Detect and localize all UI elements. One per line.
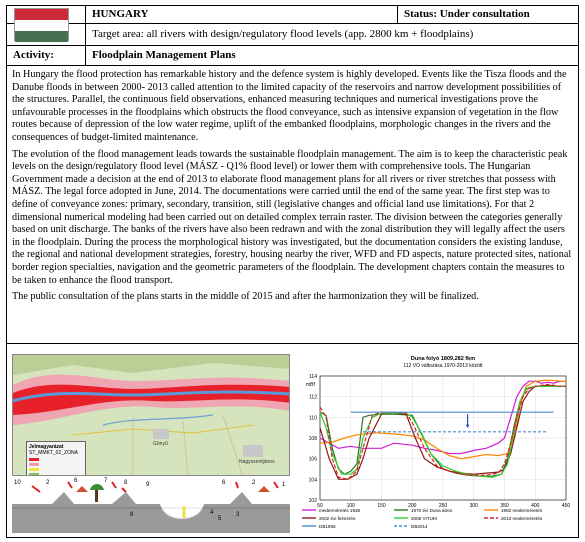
paragraph: The evolution of the flood management leads towards the sustainable floodplain management. The aim is to keep the characteristic peak levels on the design/regulatory flood level (MÁSZ - Q1% flood level) or lower them with comprehensive tools. The Hungarian Government made a decision at the end of 2013 to elaborate flood management plans for all rivers or river stretches that possess with MÁSZ. The legal force adopted in June, 2014. The documentations were carried until the end of the same year. The first step was to define of conveyance zones: primary, secondary, transition, still (legislative changes and official land use limitations). For that 2 dimensional numerical modeling had been carried out on detailed complex terrain raster. The division between the categories generally based on unit discharge. The banks of the rivers have also been redrawn and with the zonal distribution they will legally affect the users in the floodplain. During the process the morphological history was investigated, but the documentation considers the existing landuse, the regional and national development strategies, forestry, housing nearby the river, WFD and FD aspects, nature protected sites, national border region specialties, navigation and the geometric parameters of the floodplain. The development chapters contain the measures to be taken to enhance the flood transport. [12, 148, 572, 286]
legend-item [29, 468, 83, 471]
country-cell [86, 6, 398, 23]
description-text [7, 66, 578, 344]
x-tick-label: 200 [408, 503, 417, 509]
paragraph: In Hungary the flood protection has remarkable history and the defence system is highly developed. Events like the Tisza floods and the Danube floods in between 2000- 2013 called attention to the limited capacity of the reservoirs and narrow development possibilities of the structures. Parallel, the continuous field observations, enhanced measuring techniques and numerical investigations prove the unfavourable processes in the floodplains which obstructs the flood conveyance, such as intensive expansion of vegetation in the flow routes because of depression of the low water regime, uplift of the embanked floodplains, morphologic changes in the rivers and the consequences of budget-limited maintenance. [12, 69, 567, 143]
xsec-label: 6 [74, 478, 78, 484]
xsec-label: 10 [14, 480, 21, 486]
x-tick-label: 400 [531, 503, 540, 509]
map-place-label: Gönyű [153, 441, 168, 447]
xsec-label: 7 [104, 478, 108, 484]
xsec-label: 4 [210, 510, 214, 516]
status-text: Status: Under consultation [404, 8, 530, 20]
xsec-label: 9 [146, 482, 150, 488]
legend-label: 1970 évi Duna átrez. [411, 508, 454, 513]
header-row-country [7, 6, 578, 24]
x-tick-label: 300 [469, 503, 478, 509]
y-tick-label: 104 [308, 477, 317, 484]
cross-section-diagram [12, 478, 290, 533]
legend-swatch [29, 468, 39, 471]
cross-section-chart [298, 352, 574, 534]
y-tick-label: 110 [309, 415, 317, 422]
xsec-label: 5 [218, 516, 222, 522]
legend-label: 2006 VITUKI [411, 516, 438, 521]
legend-swatch [29, 463, 39, 466]
legend-label: mederméretés 1938 [319, 508, 361, 513]
country-name: HUNGARY [92, 8, 149, 20]
x-tick-label: 250 [438, 503, 448, 509]
header-row-activity [7, 46, 578, 66]
header-row-target [7, 24, 578, 46]
hungary-flag-icon [14, 8, 69, 41]
y-tick-label: 108 [308, 436, 317, 442]
flag-stripe-green [15, 31, 68, 42]
zoning-map [12, 354, 290, 476]
legend-swatch [29, 458, 39, 461]
activity-label-cell [7, 46, 86, 65]
y-tick-label: 114 [309, 374, 317, 380]
xsec-label: 1 [282, 482, 286, 488]
legend-label: DB2014 [411, 524, 428, 529]
activity-label: Activity: [13, 49, 54, 61]
legend-subtitle: ST_MMKT_02_ZONA [29, 450, 78, 456]
xsec-label: 2 [252, 480, 256, 486]
map-place-label: Nagyszentjános [239, 459, 275, 465]
legend-swatch [29, 473, 39, 476]
xsec-label: 8 [124, 480, 128, 486]
activity-sheet [6, 5, 579, 538]
target-area: Target area: all rivers with design/regulatory flood levels (app. 2800 km + floodplains) [92, 28, 474, 40]
legend-item [29, 473, 83, 476]
xsec-label: 2 [46, 480, 50, 486]
y-tick-label: 102 [308, 498, 317, 504]
legend-item [29, 463, 83, 466]
map-legend [26, 441, 86, 476]
x-tick-label: 150 [377, 503, 386, 509]
cross-section-drawing [12, 478, 290, 533]
chart-subtitle: 112 VO változása 1970-2013 között [403, 363, 483, 369]
xsec-label: 3 [236, 512, 240, 518]
chart-title: Duna folyó 1809.282 fkm [410, 356, 476, 362]
legend-label: 2013 mederméretés [501, 516, 543, 521]
x-tick-label: 50 [317, 503, 323, 509]
activity-title: Floodplain Management Plans [92, 49, 236, 61]
legend-item [29, 458, 83, 461]
x-tick-label: 450 [561, 503, 571, 509]
legend-label: 2002 évi felmérés [319, 516, 356, 521]
y-tick-label: 112 [309, 394, 317, 401]
legend-label: DB1966 [319, 524, 336, 529]
y-axis-label: mBf [306, 382, 315, 388]
x-tick-label: 350 [500, 503, 509, 509]
xsec-label: 8 [130, 512, 134, 518]
figures-area [7, 344, 578, 537]
flag-stripe-red [15, 9, 68, 20]
paragraph: The public consultation of the plans starts in the middle of 2015 and after the harmonization they will be finalized. [12, 291, 479, 303]
chart-svg [298, 352, 574, 534]
y-tick-label: 106 [308, 456, 317, 463]
flag-stripe-white [15, 20, 68, 31]
xsec-label: 6 [222, 480, 226, 486]
legend-title: Jelmagyarázat [29, 444, 64, 450]
legend-label: 1982 mederméretés [501, 508, 543, 513]
x-tick-label: 100 [346, 503, 355, 509]
